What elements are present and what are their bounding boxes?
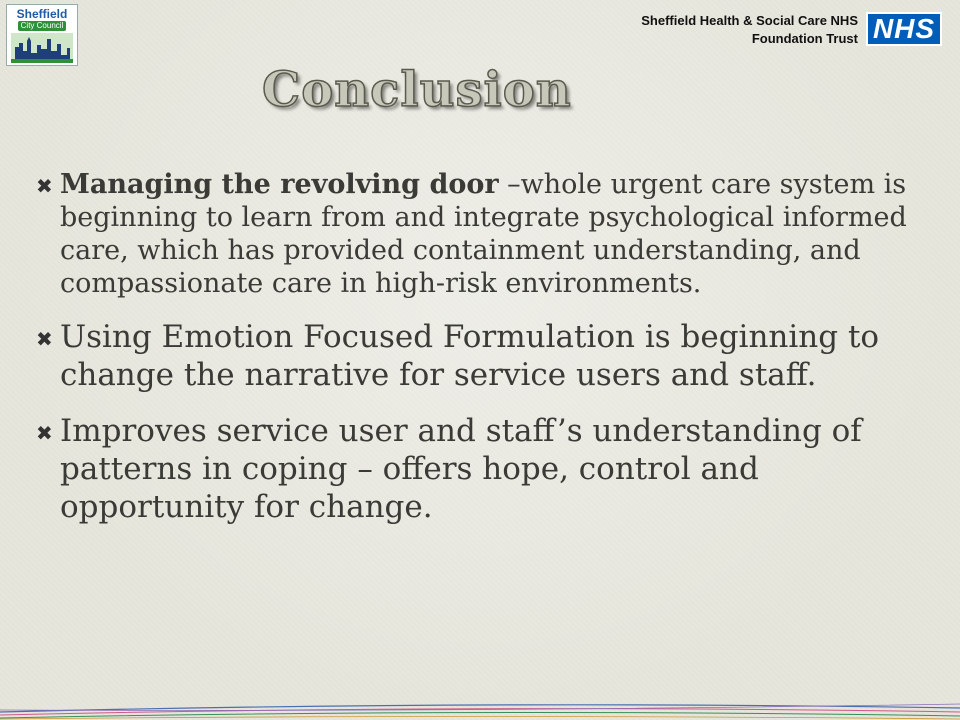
cross-mark-icon: ✖ bbox=[36, 421, 53, 445]
council-logo-name: Sheffield bbox=[16, 7, 68, 21]
bullet-text: Improves service user and staff’s understanding of patterns in coping – offers hope, control and opportunity for change. bbox=[60, 413, 862, 525]
council-logo-subtitle: City Council bbox=[18, 21, 67, 31]
slide-title: Conclusion bbox=[262, 62, 572, 118]
trust-name-line1: Sheffield Health & Social Care NHS bbox=[641, 13, 858, 28]
bullet-text bbox=[60, 168, 916, 300]
bullet-item bbox=[36, 318, 916, 394]
trust-name bbox=[641, 12, 858, 48]
city-skyline-icon bbox=[11, 33, 73, 63]
bullet-list bbox=[36, 168, 916, 544]
bullet-text: Using Emotion Focused Formulation is beginning to change the narrative for service users and staff. bbox=[60, 319, 880, 393]
bullet-item bbox=[36, 168, 916, 300]
bullet-item bbox=[36, 412, 916, 526]
nhs-logo: NHS bbox=[866, 12, 942, 46]
bullet-body: –whole urgent care system is beginning to learn from and integrate psychological informed care, which has provided containment understanding, and compassionate care in high-risk environments. bbox=[60, 169, 907, 299]
cross-mark-icon: ✖ bbox=[36, 174, 53, 198]
decorative-bottom-lines bbox=[0, 698, 960, 720]
cross-mark-icon: ✖ bbox=[36, 327, 53, 351]
sheffield-city-council-logo bbox=[6, 4, 78, 66]
trust-name-line2: Foundation Trust bbox=[751, 31, 858, 46]
bullet-lead: Managing the revolving door bbox=[60, 169, 499, 200]
